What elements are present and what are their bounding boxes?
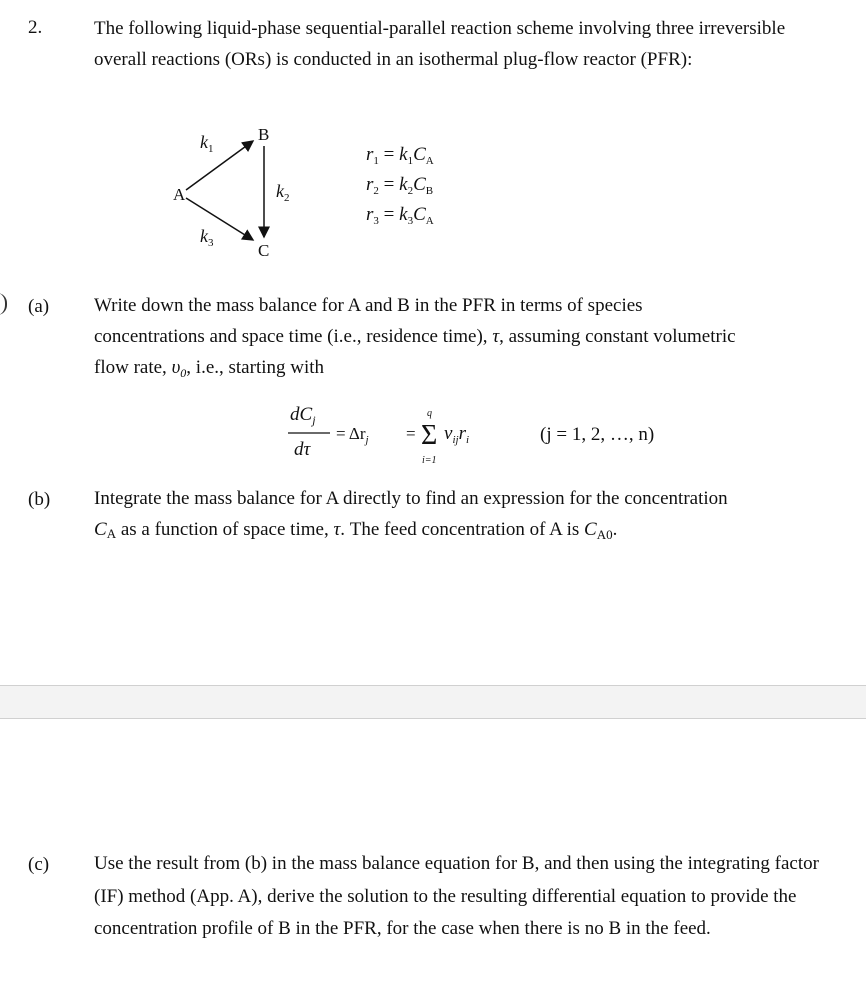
svg-text:r2 = k2CB: $r_2 = k_2C_B$ — [366, 174, 434, 197]
node-b: B — [258, 125, 270, 144]
eq-range: (j = 1, 2, …, n) — [540, 424, 655, 445]
eq-sum-top: q — [427, 408, 432, 419]
part-a-label: (a) — [28, 296, 50, 317]
node-c: C — [258, 241, 270, 260]
svg-text:r3 = k3CA: $r_3 = k_3C_A$ — [366, 204, 434, 227]
part-c-text: Use the result from (b) in the mass balance equation for B, and then using the integrating factor (IF) method (App. A), derive the solution to the resulting differential equation to provide the concentration profile of B in the PFR, for the case when there is no B in the feed. — [94, 853, 819, 939]
eq-nu-r: $\nu_{ij}r_i$ — [444, 423, 470, 446]
label-k3: $k_3$ — [200, 226, 214, 249]
eq-denominator: dτ — [294, 439, 311, 460]
page-separator — [0, 685, 866, 719]
arrow-a-to-b — [186, 141, 253, 190]
rate-r3 — [366, 204, 434, 227]
part-a-text: Write down the mass balance for A and B in the PFR in terms of species concentrations and space time (i.e., residence time), τ, assuming constant volumetric flow rate, $\upsilon_0$, i.e., starting with — [94, 295, 736, 380]
rate-expressions — [362, 138, 492, 234]
node-a: A — [173, 185, 186, 204]
part-c-label: (c) — [28, 854, 50, 875]
mass-balance-equation — [280, 392, 510, 472]
svg-text:r1 = k1CA: $r_1 = k_1C_A$ — [366, 144, 434, 167]
question-number: 2. — [28, 17, 43, 38]
eq-equals: = — [406, 424, 416, 443]
rate-r1 — [366, 144, 434, 167]
eq-numerator: $dC_j$ — [290, 404, 316, 427]
eq-sum-bottom: i=1 — [422, 455, 437, 466]
rate-r2 — [366, 174, 433, 197]
eq-delta-r: = $\Delta r_j$ — [336, 424, 369, 446]
reaction-scheme-diagram — [150, 120, 310, 265]
eq-sigma: Σ — [421, 420, 438, 451]
question-text: The following liquid-phase sequential-parallel reaction scheme involving three irreversible overall reactions (ORs) is conducted in an isothermal plug-flow reactor (PFR): — [94, 18, 786, 70]
radio-marker[interactable] — [0, 293, 7, 315]
part-b-text: Integrate the mass balance for A directly to find an expression for the concentration CA as a function of space time, τ. The feed concentration of A is $C_{A0}$. — [94, 488, 728, 542]
arrow-a-to-c — [186, 198, 253, 240]
label-k1: $k_1$ — [200, 132, 214, 155]
part-b-label: (b) — [28, 489, 51, 510]
label-k2: $k_2$ — [276, 181, 290, 204]
